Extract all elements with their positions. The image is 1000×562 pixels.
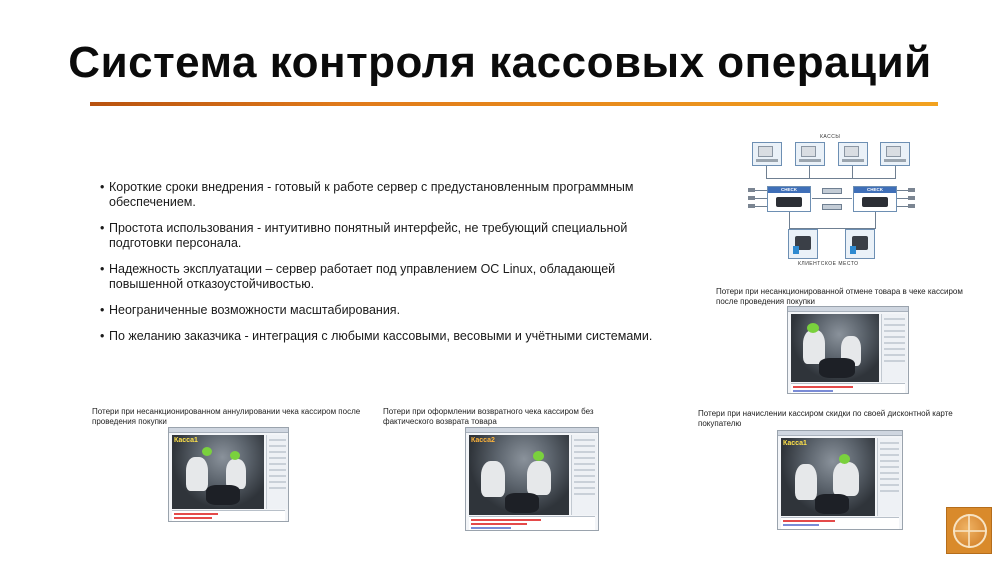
server-icon: CHECK [767, 186, 811, 212]
switch-icon [822, 188, 842, 194]
surveillance-screenshot: Касса1 [777, 430, 903, 530]
feature-item: • Надежность эксплуатации – сервер работает под управлением ОС Linux, обладающей повышенной отказоустойчивостью. [100, 262, 660, 292]
cash-register-icon [752, 142, 782, 166]
globe-logo-icon [946, 507, 992, 554]
client-workstation-icon [845, 229, 875, 259]
cash-register-icon [838, 142, 868, 166]
camera-icon [748, 188, 755, 192]
caption-bottom-left: Потери при несанкционированном аннулировании чека кассиром после проведения покупки [92, 407, 361, 426]
camera-icon [908, 204, 915, 208]
network-diagram [740, 128, 925, 268]
surveillance-screenshot [787, 306, 909, 394]
feature-item: • Простота использования - интуитивно понятный интерфейс, не требующий специальной подготовки персонала. [100, 221, 660, 251]
cash-register-icon [880, 142, 910, 166]
caption-top-right: Потери при несанкционированной отмене товара в чеке кассиром после проведения покупки [716, 287, 963, 306]
camera-icon [748, 204, 755, 208]
surveillance-screenshot: Касса1 [168, 427, 289, 522]
camera-icon [748, 196, 755, 200]
camera-icon [908, 196, 915, 200]
camera-icon [908, 188, 915, 192]
feature-item: • Короткие сроки внедрения - готовый к работе сервер с предустановленным программным обеспечением. [100, 180, 660, 210]
feature-list [100, 180, 660, 355]
feature-item: • По желанию заказчика - интеграция с любыми кассовыми, весовыми и учётными системами. [100, 329, 660, 344]
caption-bottom-middle: Потери при оформлении возвратного чека кассиром без фактического возврата товара [383, 407, 594, 426]
cash-register-icon [795, 142, 825, 166]
slide-title: Система контроля кассовых операций [68, 38, 932, 87]
switch-icon [822, 204, 842, 210]
diagram-top-label: КАССЫ [820, 134, 841, 140]
feature-item: • Неограниченные возможности масштабирования. [100, 303, 660, 318]
title-underline [90, 102, 938, 106]
diagram-bottom-label: КЛИЕНТСКОЕ МЕСТО [798, 261, 859, 267]
server-icon: CHECK [853, 186, 897, 212]
caption-bottom-right: Потери при начислении кассиром скидки по своей дисконтной карте покупателю [698, 409, 953, 428]
client-workstation-icon [788, 229, 818, 259]
surveillance-screenshot: Касса2 [465, 427, 599, 531]
